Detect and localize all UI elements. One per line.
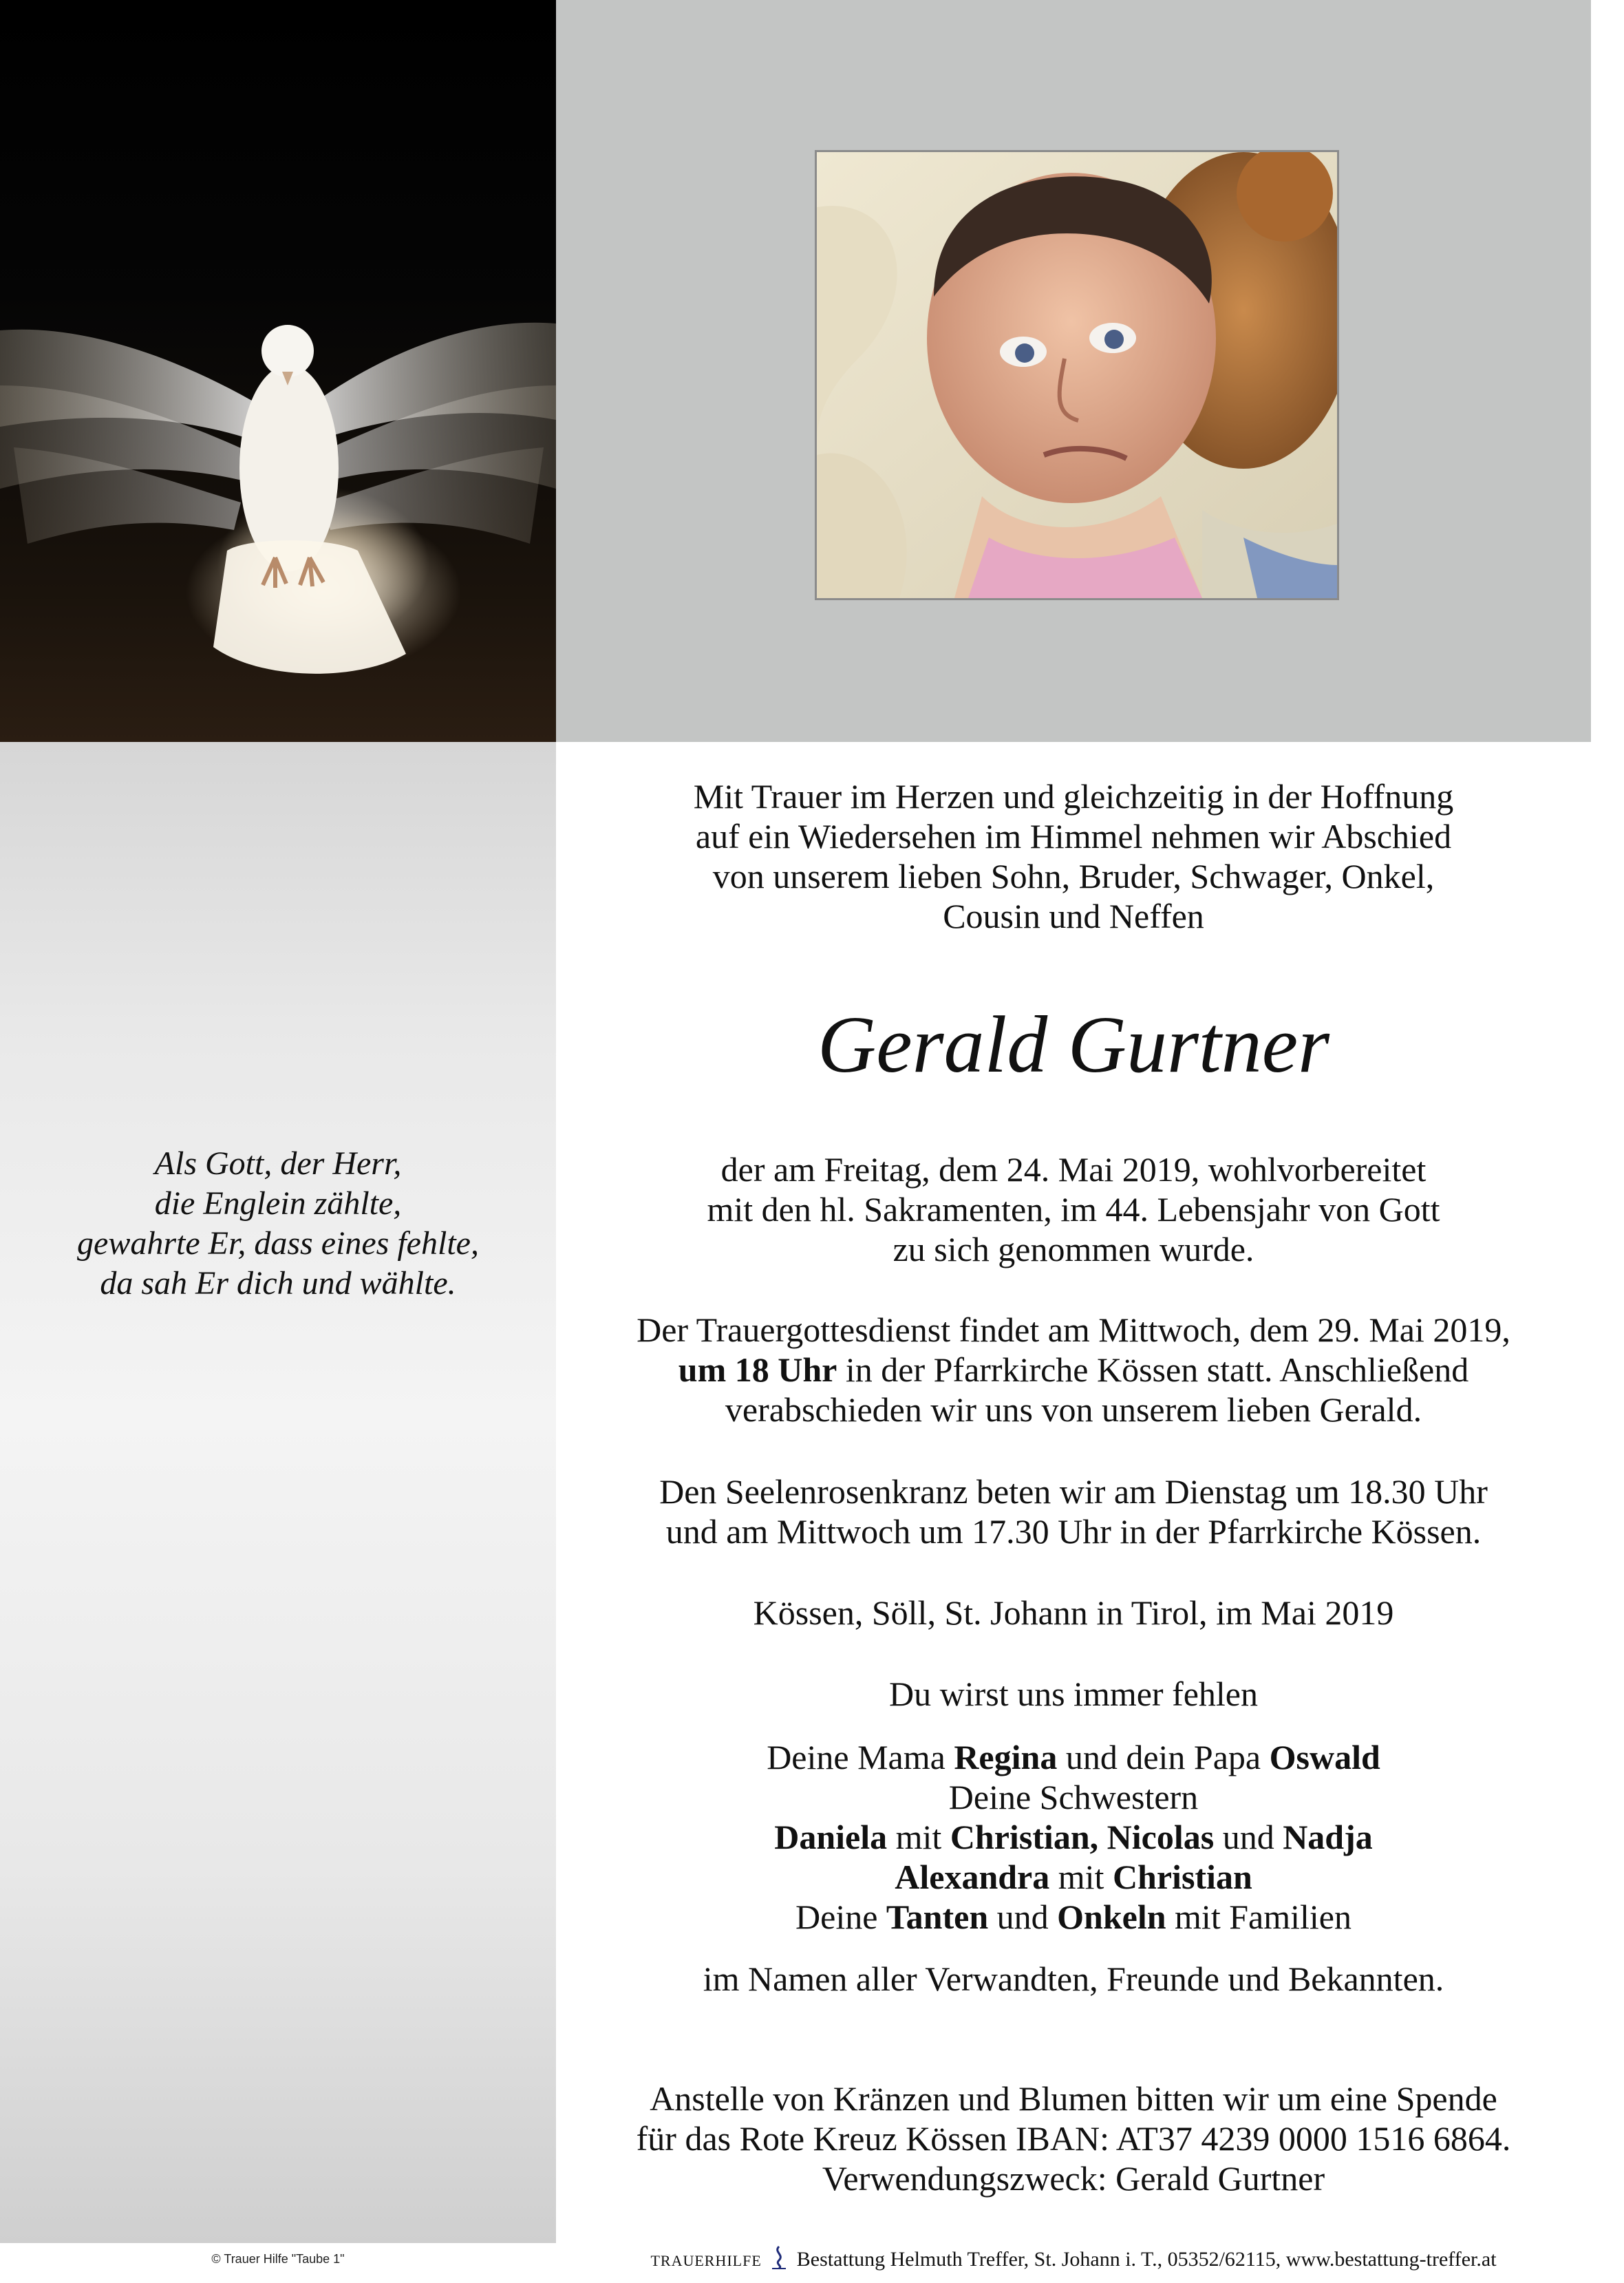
death-notice-line: der am Freitag, dem 24. Mai 2019, wohlvorbereitet <box>720 1150 1427 1189</box>
rosary-line: Den Seelenrosenkranz beten wir am Dienstag um 18.30 Uhr <box>659 1472 1488 1511</box>
mourner-name: Tanten <box>886 1898 989 1936</box>
trauerhilfe-logo-icon <box>771 2245 787 2270</box>
mourners-text: mit <box>1049 1858 1113 1896</box>
intro-line: Cousin und Neffen <box>943 897 1204 935</box>
intro-line: auf ein Wiedersehen im Himmel nehmen wir Abschied <box>695 817 1452 856</box>
mourners-closing: im Namen aller Verwandten, Freunde und Bekannten. <box>703 1960 1444 1998</box>
mourner-name: Regina <box>954 1738 1058 1776</box>
poem-line: gewahrte Er, dass eines fehlte, <box>77 1225 479 1262</box>
trauerhilfe-brand: TRAUERHILFE <box>650 2252 762 2269</box>
service-text: in der Pfarrkirche Kössen statt. Anschließend <box>837 1350 1469 1389</box>
portrait-photo <box>815 150 1339 600</box>
poem-line: die Englein zählte, <box>154 1185 402 1222</box>
dove-image <box>0 0 556 742</box>
rosary-info <box>556 1472 1591 1551</box>
funeral-home-info: Bestattung Helmuth Treffer, St. Johann i. T., 05352/62115, www.bestattung-treffer.at <box>796 2248 1497 2271</box>
intro-line: Mit Trauer im Herzen und gleichzeitig in der Hoffnung <box>693 777 1454 816</box>
death-notice-line: zu sich genommen wurde. <box>893 1230 1254 1268</box>
poem-line: Als Gott, der Herr, <box>154 1145 402 1182</box>
service-line <box>556 1350 1591 1390</box>
mourners-text: Deine Mama <box>767 1738 954 1776</box>
mourner-name: Alexandra <box>895 1858 1050 1896</box>
mourners-sister-1 <box>556 1817 1591 1857</box>
mourners-sister-2 <box>556 1857 1591 1897</box>
mourner-name: Christian, Nicolas <box>950 1818 1215 1856</box>
mourner-name: Nadja <box>1283 1818 1373 1856</box>
mourners-relatives <box>556 1897 1591 1937</box>
deceased-name: Gerald Gurtner <box>817 999 1329 1090</box>
service-info <box>556 1310 1591 1430</box>
mourners-text: Deine <box>795 1898 886 1936</box>
donation-info <box>556 2079 1591 2198</box>
mourner-name: Christian <box>1112 1858 1252 1896</box>
closing-line: Du wirst uns immer fehlen <box>888 1675 1258 1713</box>
donation-line: Anstelle von Kränzen und Blumen bitten wir um eine Spende <box>650 2079 1497 2118</box>
mourners-text: mit Familien <box>1166 1898 1351 1936</box>
place-date: Kössen, Söll, St. Johann in Tirol, im Mai 2019 <box>753 1593 1394 1632</box>
donation-line: Verwendungszweck: Gerald Gurtner <box>822 2159 1325 2198</box>
service-line: Der Trauergottesdienst findet am Mittwoch, dem 29. Mai 2019, <box>637 1310 1510 1349</box>
intro-text <box>556 776 1591 936</box>
death-notice-line: mit den hl. Sakramenten, im 44. Lebensjahr von Gott <box>707 1190 1440 1229</box>
mourners-text: und dein Papa <box>1057 1738 1270 1776</box>
mourner-name: Daniela <box>774 1818 888 1856</box>
mourner-name: Oswald <box>1269 1738 1380 1776</box>
mourners-text: und <box>988 1898 1058 1936</box>
death-notice <box>556 1149 1591 1269</box>
poem-line: da sah Er dich und wählte. <box>100 1265 456 1302</box>
intro-line: von unserem lieben Sohn, Bruder, Schwager, Onkel, <box>712 857 1435 895</box>
mourners <box>556 1737 1591 1937</box>
funeral-home-footer <box>556 2245 1591 2271</box>
image-credit: © Trauer Hilfe "Taube 1" <box>211 2252 345 2266</box>
mourners-text: mit <box>887 1818 950 1856</box>
mourners-sisters-label: Deine Schwestern <box>948 1778 1199 1816</box>
mourners-parents <box>556 1737 1591 1777</box>
left-gradient-panel <box>0 742 556 2243</box>
poem <box>0 1144 556 1304</box>
service-line: verabschieden wir uns von unserem lieben Gerald. <box>725 1390 1422 1429</box>
rosary-line: und am Mittwoch um 17.30 Uhr in der Pfarrkirche Kössen. <box>665 1512 1482 1551</box>
mourner-name: Onkeln <box>1057 1898 1166 1936</box>
donation-line: für das Rote Kreuz Kössen IBAN: AT37 4239 0000 1516 6864. <box>636 2119 1511 2158</box>
mourners-text: und <box>1214 1818 1283 1856</box>
service-time: um 18 Uhr <box>678 1350 837 1389</box>
